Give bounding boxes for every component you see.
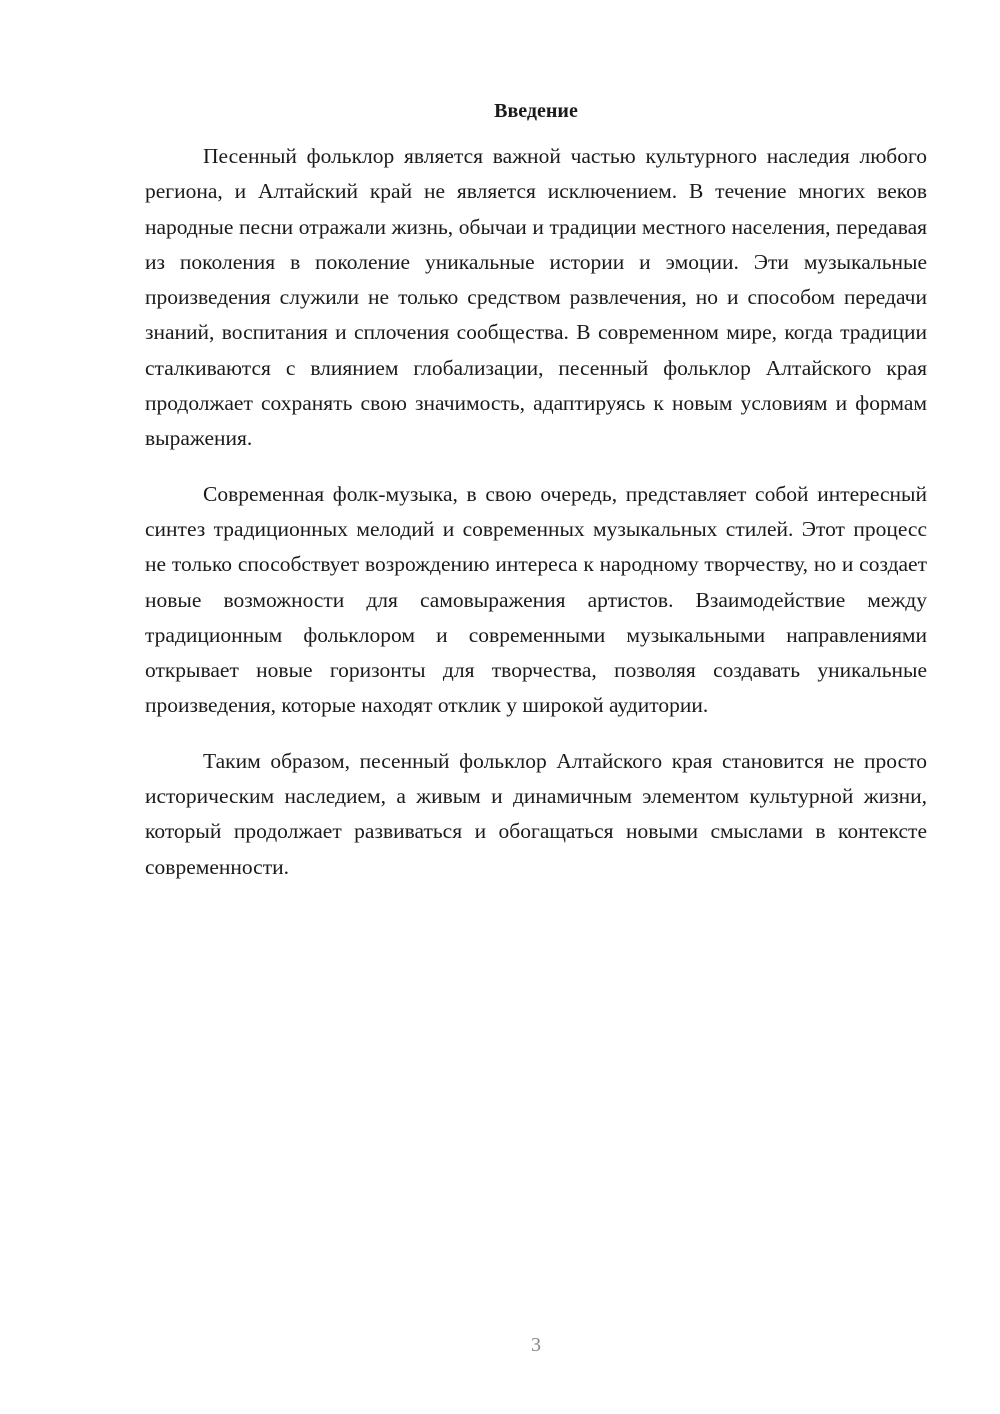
page-number: 3 [531,1334,541,1356]
paragraph-3: Таким образом, песенный фольклор Алтайского края становится не просто историческим наследием, а живым и динамичным элементом культурной жизни, который продолжает развиваться и обогащаться новыми смыслами в контексте современности. [145,748,927,879]
paragraph-2: Современная фолк-музыка, в свою очередь, представляет собой интересный синтез традиционных мелодий и современных музыкальных стилей. Этот процесс не только способствует возрождению интереса к народному творчеству, но и создает новые возможности для самовыражения артистов. Взаимодействие между традиционным фольклором и современными музыкальными направлениями открывает новые горизонты для творчества, позволяя создавать уникальные произведения, которые находят отклик у широкой аудитории. [145,481,927,718]
section-heading: Введение [494,100,578,122]
paragraph-1: Песенный фольклор является важной частью культурного наследия любого региона, и Алтайский край не является исключением. В течение многих веков народные песни отражали жизнь, обычаи и традиции местного населения, передавая из поколения в поколение уникальные истории и эмоции. Эти музыкальные произведения служили не только средством развлечения, но и способом передачи знаний, воспитания и сплочения сообщества. В современном мире, когда традиции сталкиваются с влиянием глобализации, песенный фольклор Алтайского края продолжает сохранять свою значимость, адаптируясь к новым условиям и формам выражения. [145,144,927,451]
page-content [145,96,927,885]
